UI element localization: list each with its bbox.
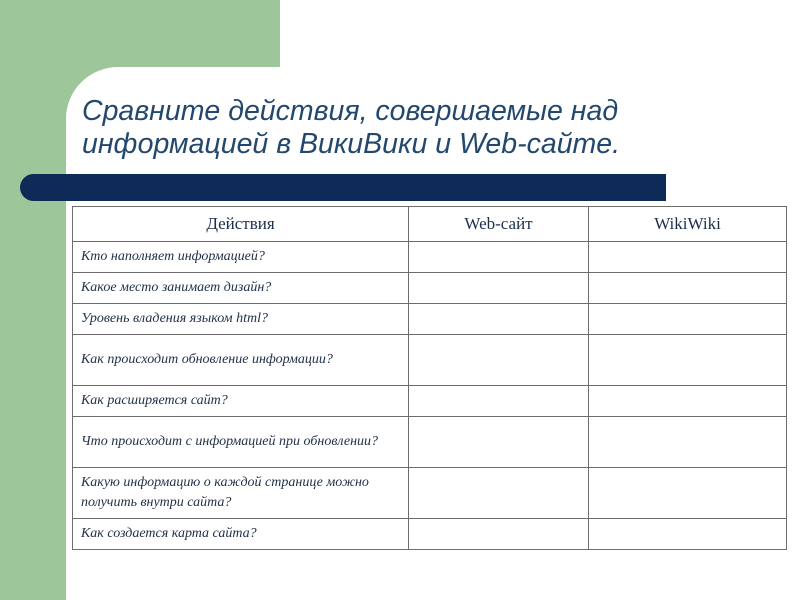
wikiwiki-answer-cell	[589, 304, 787, 335]
question-cell: Как происходит обновление информации?	[73, 335, 409, 386]
wikiwiki-answer-cell	[589, 335, 787, 386]
wikiwiki-answer-cell	[589, 519, 787, 550]
header-actions: Действия	[73, 207, 409, 242]
header-wikiwiki: WikiWiki	[589, 207, 787, 242]
wikiwiki-answer-cell	[589, 242, 787, 273]
question-cell: Что происходит с информацией при обновлении?	[73, 417, 409, 468]
web-site-answer-cell	[409, 417, 589, 468]
web-site-answer-cell	[409, 335, 589, 386]
header-web-site: Web-сайт	[409, 207, 589, 242]
question-cell: Как создается карта сайта?	[73, 519, 409, 550]
table-row	[73, 304, 787, 335]
web-site-answer-cell	[409, 386, 589, 417]
wikiwiki-answer-cell	[589, 386, 787, 417]
table-row	[73, 417, 787, 468]
wikiwiki-answer-cell	[589, 273, 787, 304]
comparison-table	[72, 206, 787, 550]
table-row	[73, 242, 787, 273]
question-cell: Кто наполняет информацией?	[73, 242, 409, 273]
web-site-answer-cell	[409, 304, 589, 335]
table-row	[73, 335, 787, 386]
wikiwiki-answer-cell	[589, 468, 787, 519]
slide-title	[82, 95, 722, 161]
table-row	[73, 273, 787, 304]
question-cell: Какую информацию о каждой странице можно получить внутри сайта?	[73, 468, 409, 519]
web-site-answer-cell	[409, 519, 589, 550]
decorative-navy-bar	[20, 174, 666, 201]
table-row	[73, 386, 787, 417]
web-site-answer-cell	[409, 273, 589, 304]
question-cell: Как расширяется сайт?	[73, 386, 409, 417]
table-header-row	[73, 207, 787, 242]
slide-title-line-1: Сравните действия, совершаемые над	[82, 95, 619, 127]
wikiwiki-answer-cell	[589, 417, 787, 468]
question-cell: Уровень владения языком html?	[73, 304, 409, 335]
web-site-answer-cell	[409, 468, 589, 519]
table-row	[73, 468, 787, 519]
web-site-answer-cell	[409, 242, 589, 273]
table-row	[73, 519, 787, 550]
question-cell: Какое место занимает дизайн?	[73, 273, 409, 304]
slide-title-line-2: информацией в ВикиВики и Web-сайте.	[82, 128, 621, 160]
